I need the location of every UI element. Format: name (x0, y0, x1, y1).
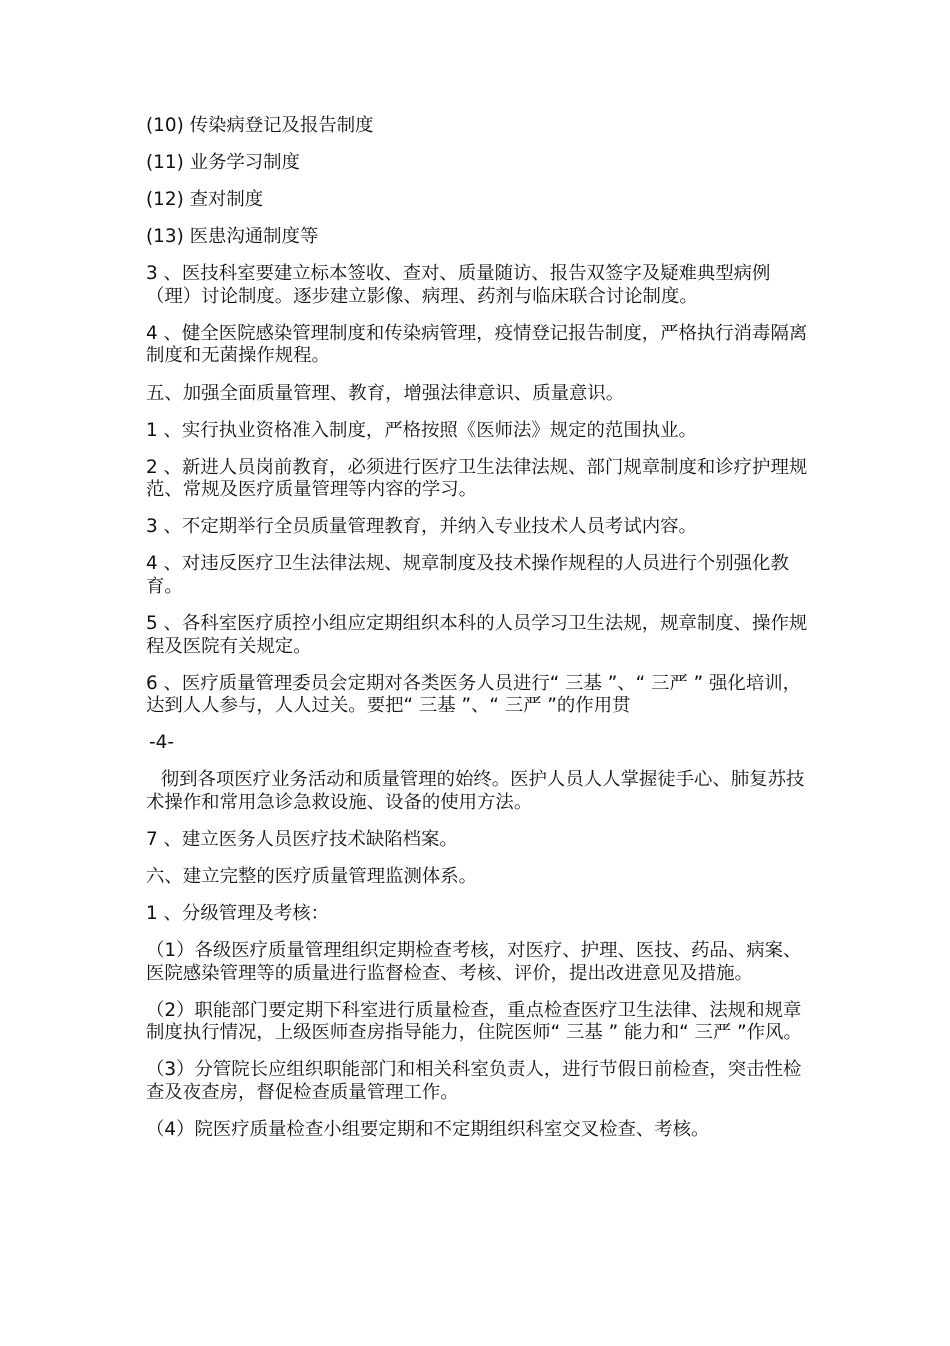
paragraph: 5 、各科室医疗质控小组应定期组织本科的人员学习卫生法规，规章制度、操作规程及医院有关规定。 (146, 613, 808, 657)
section-heading: 六、建立完整的医疗质量管理监测体系。 (146, 866, 478, 887)
paragraph: （1）各级医疗质量管理组织定期检查考核，对医疗、护理、医技、药品、病案、医院感染管理等的质量进行监督检查、考核、评价，提出改进意见及措施。 (146, 940, 802, 984)
paragraph: (10) 传染病登记及报告制度 (146, 115, 374, 136)
paragraph: （4）院医疗质量检查小组要定期和不定期组织科室交叉检查、考核。 (146, 1118, 710, 1140)
paragraph: (12) 查对制度 (146, 189, 264, 211)
paragraph: (11) 业务学习制度 (146, 152, 300, 174)
paragraph: 2 、新进人员岗前教育，必须进行医疗卫生法律法规、部门规章制度和诊疗护理规范、常规及医疗质量管理等内容的学习。 (146, 456, 808, 501)
section-heading: 五、加强全面质量管理、教育，增强法律意识、质量意识。 (146, 382, 625, 404)
paragraph: 1 、分级管理及考核： (146, 903, 330, 925)
paragraph: (13) 医患沟通制度等 (146, 226, 319, 248)
paragraph: 3 、不定期举行全员质量管理教育，并纳入专业技术人员考试内容。 (146, 516, 697, 538)
paragraph: 7 、建立医务人员医疗技术缺陷档案。 (146, 828, 458, 850)
paragraph: （2）职能部门要定期下科室进行质量检查，重点检查医疗卫生法律、法规和规章制度执行情况，上级医师查房指导能力，住院医师“ 三基 ” 能力和“ 三严 ”作风。 (146, 999, 802, 1044)
paragraph: 4 、对违反医疗卫生法律法规、规章制度及技术操作规程的人员进行个别强化教育。 (146, 553, 789, 597)
paragraph: （3）分管院长应组织职能部门和相关科室负责人，进行节假日前检查，突击性检查及夜查房，督促检查质量管理工作。 (146, 1059, 802, 1103)
page-number: -4- (149, 732, 174, 754)
paragraph: 3 、医技科室要建立标本签收、查对、质量随访、报告双签字及疑难典型病例（理）讨论制度。逐步建立影像、病理、药剂与临床联合讨论制度。 (146, 263, 771, 307)
paragraph: 4 、健全医院感染管理制度和传染病管理，疫情登记报告制度，严格执行消毒隔离制度和无菌操作规程。 (146, 322, 808, 367)
paragraph: 1 、实行执业资格准入制度，严格按照《医师法》规定的范围执业。 (146, 419, 697, 441)
paragraph: 6 、医疗质量管理委员会定期对各类医务人员进行“ 三基 ”、“ 三严 ” 强化培训，达到人人参与，人人过关。要把“ 三基 ”、“ 三严 ”的作用贯 (146, 672, 801, 717)
paragraph: 彻到各项医疗业务活动和质量管理的始终。医护人员人人掌握徒手心、肺复苏技术操作和常用急诊急救设施、设备的使用方法。 (146, 769, 805, 813)
document-body (146, 115, 814, 1156)
